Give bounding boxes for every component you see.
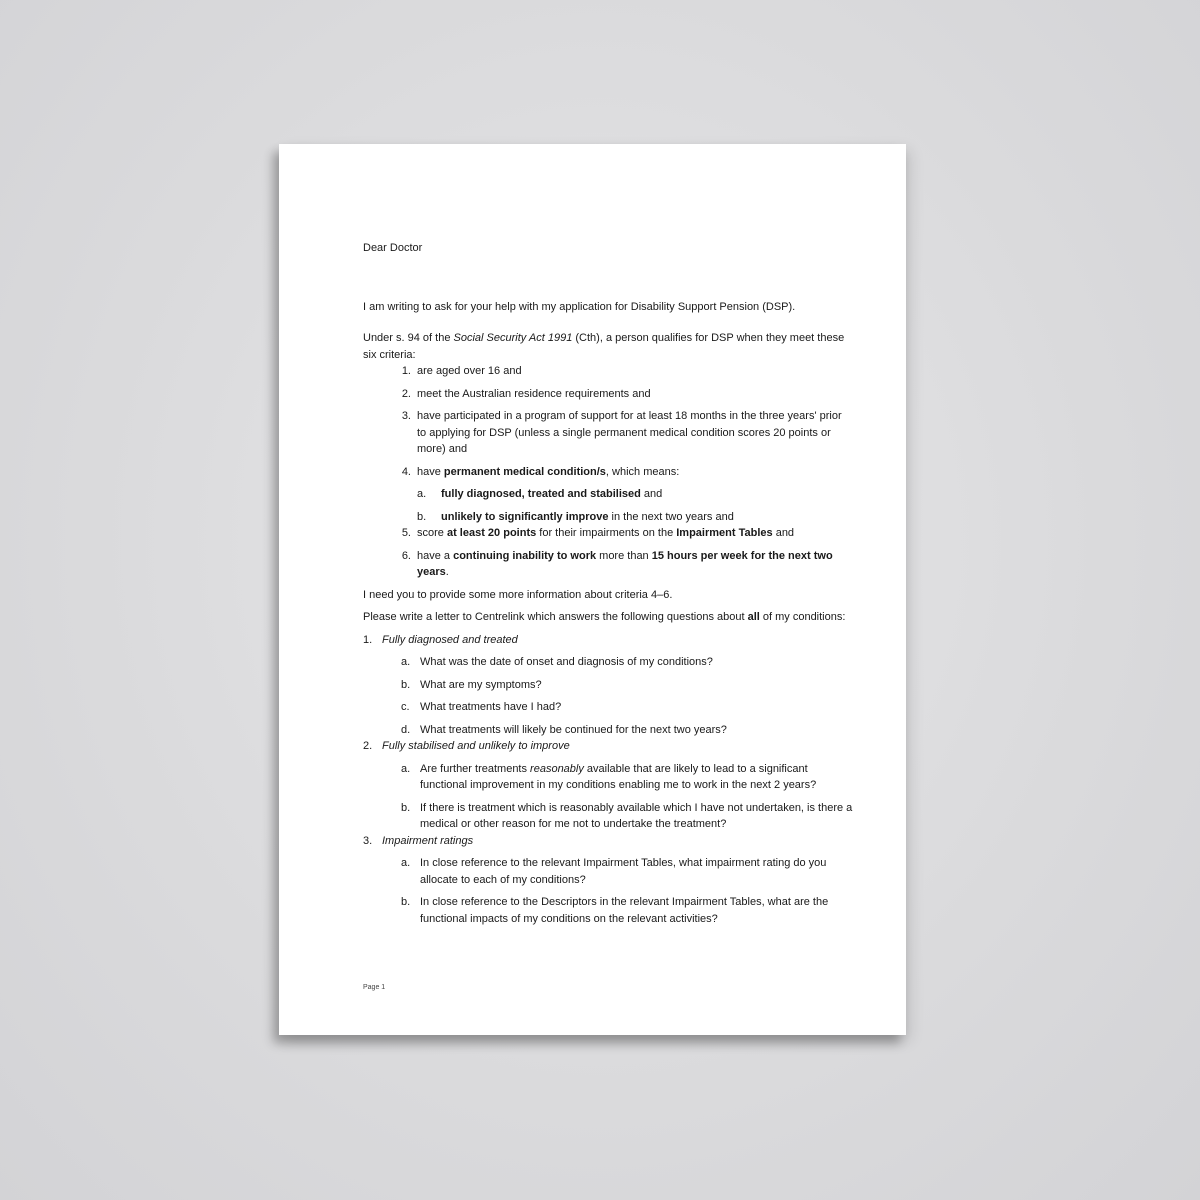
act-name: Social Security Act 1991: [453, 332, 573, 344]
question-3b: [401, 894, 853, 927]
need-paragraph: I need you to provide some more information about criteria 4–6.: [363, 588, 673, 601]
criterion-bold: permanent medical condition/s: [443, 465, 606, 478]
list-number: 1.: [401, 365, 411, 377]
question-text: Are further treatments: [420, 762, 531, 775]
question-section-1: [363, 632, 853, 739]
criterion-1: [397, 363, 853, 380]
question-text: In close reference to the Descriptors in the relevant Impairment Tables, what are the functional impacts of my conditions on the relevant activities?: [420, 896, 829, 925]
question-3a: [401, 855, 853, 888]
question-text: What are my symptoms?: [420, 678, 542, 691]
question-italic: reasonably: [530, 762, 584, 775]
section-heading: Fully diagnosed and treated: [382, 633, 518, 646]
criterion-bold: at least 20 points: [446, 527, 537, 539]
criterion-text: , which means:: [605, 465, 680, 478]
criterion-3: [397, 408, 853, 458]
question-text: What treatments have I had?: [420, 701, 562, 713]
criterion-text: and: [640, 488, 663, 500]
list-letter: b.: [401, 678, 411, 691]
criterion-2: [397, 386, 853, 403]
question-text: What treatments will likely be continued for the next two years?: [420, 723, 727, 736]
criterion-bold: unlikely to significantly improve: [441, 510, 609, 523]
request-text-2: of my conditions:: [759, 611, 846, 623]
list-number: 4.: [401, 465, 411, 478]
criterion-bold: Impairment Tables: [676, 527, 773, 539]
criterion-bold: fully diagnosed, treated and stabilised: [441, 488, 641, 500]
section-heading: Fully stabilised and unlikely to improve: [382, 740, 570, 752]
question-text: What was the date of onset and diagnosis of my conditions?: [420, 656, 713, 668]
criterion-text: have participated in a program of support for at least 18 months in the three years' prior to applying for DSP (unless a single permanent medical condition scores 20 points or more) and: [417, 410, 842, 455]
question-section-3: [363, 833, 853, 928]
criterion-5: [397, 525, 853, 542]
criteria-lead: [363, 330, 853, 363]
question-1c: [401, 699, 853, 716]
list-letter: a.: [417, 488, 427, 500]
question-text: If there is treatment which is reasonably available which I have not undertaken, is there a medical or other reason for me not to undertake the treatment?: [420, 801, 853, 830]
criterion-4b: [417, 509, 853, 526]
criterion-text: are aged over 16 and: [417, 365, 522, 377]
list-letter: a.: [401, 656, 411, 668]
document-page: [279, 144, 906, 1035]
criterion-bold: continuing inability to work: [453, 549, 597, 562]
list-letter: d.: [401, 723, 411, 736]
criterion-text: and: [772, 527, 795, 539]
questions-list: [363, 632, 853, 928]
criterion-bold: 15 hours per week for the next two years: [417, 549, 833, 578]
question-2b: [401, 800, 853, 833]
question-sublist-1: [401, 654, 853, 738]
question-1b: [401, 677, 853, 694]
list-letter: a.: [401, 857, 411, 869]
criterion-4: [397, 464, 853, 526]
letter-body: [363, 240, 853, 933]
request-text-1: Please write a letter to Centrelink which answers the following questions about: [363, 611, 748, 623]
criterion-text: score: [417, 527, 447, 539]
section-heading: Impairment ratings: [382, 834, 474, 847]
list-number: 2.: [363, 740, 373, 752]
list-number: 3.: [363, 834, 373, 847]
criterion-text: in the next two years and: [608, 510, 734, 523]
list-number: 6.: [401, 549, 411, 562]
criteria-list: [397, 363, 853, 581]
question-text: In close reference to the relevant Impairment Tables, what impairment rating do you allocate to each of my conditions?: [420, 857, 827, 886]
list-letter: b.: [401, 896, 411, 908]
criterion-text: more than: [596, 549, 652, 562]
lead-text-2: (Cth), a person qualifies for DSP when they meet these six criteria:: [363, 332, 845, 361]
criterion-6: [397, 548, 853, 581]
question-sublist-2: [401, 761, 853, 833]
question-section-2: [363, 738, 853, 833]
list-number: 3.: [401, 410, 411, 422]
question-2a: [401, 761, 853, 794]
criterion-text: for their impairments on the: [536, 527, 677, 539]
greeting: Dear Doctor: [363, 242, 423, 254]
criterion-text: have: [417, 465, 444, 478]
criterion-4-sublist: [417, 486, 853, 525]
criterion-text: meet the Australian residence requirements and: [417, 387, 651, 400]
request-bold: all: [747, 611, 760, 623]
lead-text-1: Under s. 94 of the: [363, 332, 454, 344]
request-paragraph: [363, 609, 853, 626]
question-text: available that are likely to lead to a significant functional improvement in my conditions enabling me to work in the next 2 years?: [420, 762, 817, 791]
list-number: 1.: [363, 633, 373, 646]
page-footer: Page 1: [363, 984, 386, 991]
question-1a: [401, 654, 853, 671]
list-letter: b.: [401, 801, 411, 814]
criterion-text: have a: [417, 549, 454, 562]
list-number: 2.: [401, 387, 411, 400]
question-1d: [401, 722, 853, 739]
list-letter: a.: [401, 762, 411, 775]
criterion-text: .: [445, 566, 449, 578]
list-letter: b.: [417, 510, 427, 523]
criterion-4a: [417, 486, 853, 503]
list-letter: c.: [401, 701, 410, 713]
intro-paragraph: I am writing to ask for your help with my application for Disability Support Pension (DSP).: [363, 300, 796, 313]
list-number: 5.: [401, 527, 411, 539]
question-sublist-3: [401, 855, 853, 927]
